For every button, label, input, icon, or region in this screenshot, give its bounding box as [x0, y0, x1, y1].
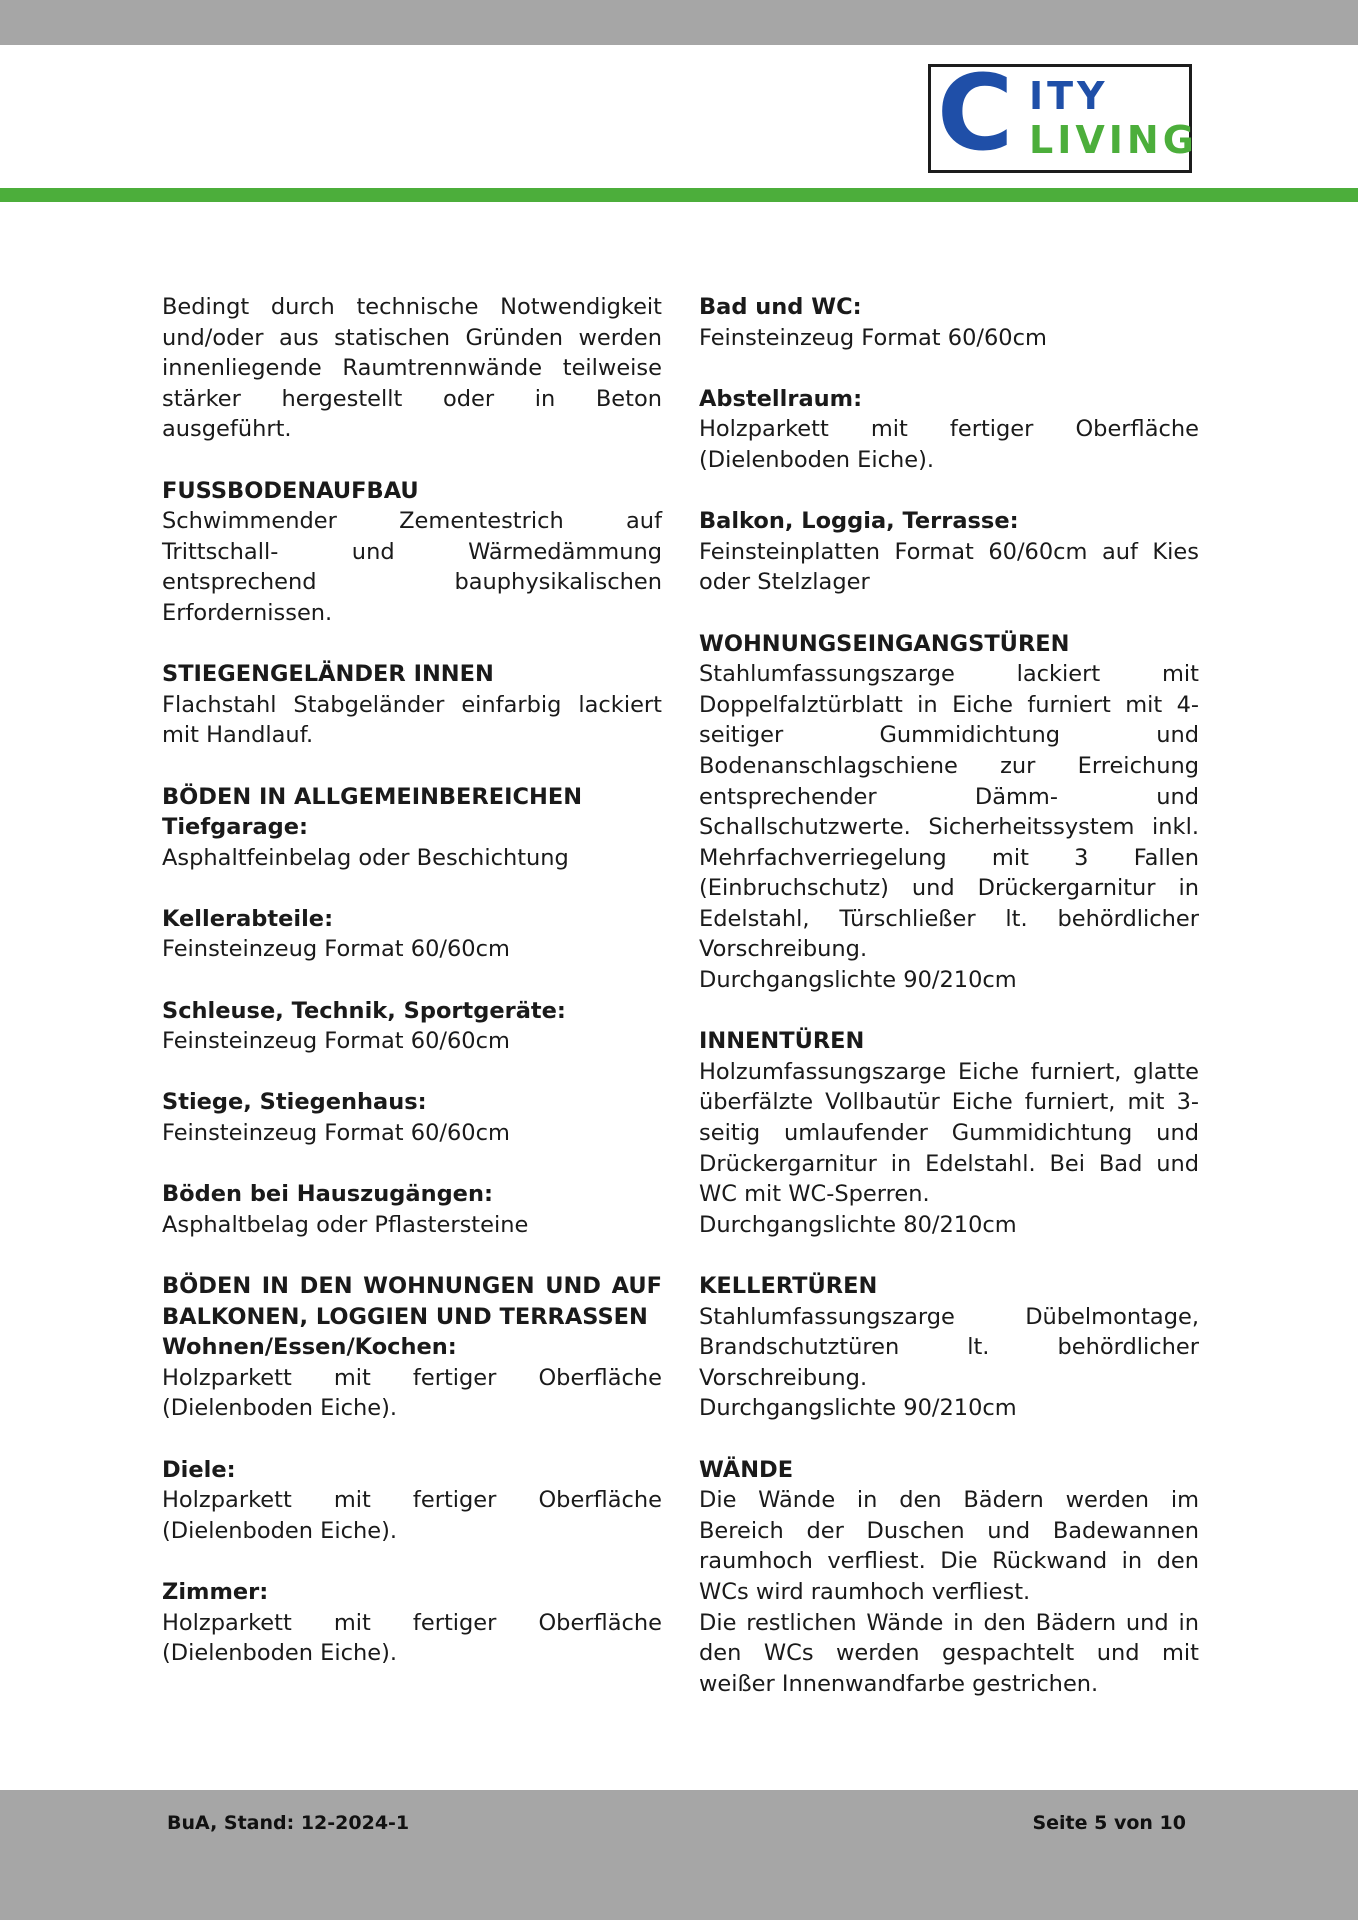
header-band: [0, 0, 1358, 45]
section-heading-innentueren: INNENTÜREN: [699, 1028, 865, 1055]
text-zimmer: Holzparkett mit fertiger Oberfläche (Dielenboden Eiche).: [162, 1609, 662, 1667]
label-zimmer: Zimmer:: [162, 1578, 269, 1605]
section-heading-boeden-wohnungen: BÖDEN IN DEN WOHNUNGEN UND AUF BALKONEN, LOGGIEN UND TERRASSEN: [162, 1273, 662, 1330]
section-text-stiegengelaender: Flachstahl Stabgeländer einfarbig lackiert mit Handlauf.: [162, 691, 662, 749]
footer-band: [0, 1790, 1358, 1920]
label-stiege: Stiege, Stiegenhaus:: [162, 1089, 427, 1116]
text-bad: Feinsteinzeug Format 60/60cm: [699, 324, 1047, 351]
footer-version: BuA, Stand: 12-2024-1: [167, 1812, 410, 1834]
section-heading-stiegengelaender: STIEGENGELÄNDER INNEN: [162, 661, 494, 688]
text-tiefgarage: Asphaltfeinbelag oder Beschichtung: [162, 844, 569, 871]
logo-line-2: LIVING: [1029, 118, 1198, 162]
section-text-waende-2: Die restlichen Wände in den Bädern und in den WCs werden gespachtelt und mit weißer Innenwandfarbe gestrichen.: [699, 1609, 1199, 1697]
section-text-waende-1: Die Wände in den Bädern werden im Bereich der Duschen und Badewannen raumhoch verfliest. Die Rückwand in den WCs wird raumhoch verfliest.: [699, 1487, 1199, 1605]
text-kellerabteile: Feinsteinzeug Format 60/60cm: [162, 936, 510, 963]
text-diele: Holzparkett mit fertiger Oberfläche (Dielenboden Eiche).: [162, 1487, 662, 1544]
section-heading-eingangstueren: WOHNUNGSEINGANGSTÜREN: [699, 630, 1070, 657]
section-heading-kellertueren: KELLERTÜREN: [699, 1273, 878, 1299]
label-hauszugang: Böden bei Hauszugängen:: [162, 1181, 493, 1208]
lichte-innentueren: Durchgangslichte 80/210cm: [699, 1211, 1017, 1238]
section-heading-boeden-allgemein: BÖDEN IN ALLGEMEINBEREICHEN: [162, 783, 583, 810]
section-text-innentueren: Holzumfassungszarge Eiche furniert, glatte überfälzte Vollbautür Eiche furniert, mit 3-seitig umlaufender Gummidichtung und Drückergarnitur in Edelstahl. Bei Bad und WC mit WC-Sperren.: [699, 1058, 1199, 1208]
label-abstellraum: Abstellraum:: [699, 385, 863, 412]
text-hauszugang: Asphaltbelag oder Pflastersteine: [162, 1211, 529, 1238]
label-balkon: Balkon, Loggia, Terrasse:: [699, 508, 1019, 535]
lichte-kellertueren: Durchgangslichte 90/210cm: [699, 1395, 1017, 1422]
section-text-kellertueren: Stahlumfassungszarge Dübelmontage, Brandschutztüren lt. behördlicher Vorschreibung.: [699, 1303, 1199, 1391]
section-heading-waende: WÄNDE: [699, 1456, 794, 1483]
label-kellerabteile: Kellerabteile:: [162, 905, 334, 932]
header-divider: [0, 188, 1358, 202]
section-text-fussboden: Schwimmender Zementestrich auf Trittschall- und Wärmedämmung entsprechend bauphysikalischen Erfordernissen.: [162, 508, 662, 626]
section-heading-fussboden: FUSSBODENAUFBAU: [162, 477, 419, 504]
logo-line-1: ITY: [1029, 74, 1109, 118]
city-living-logo: [928, 52, 1198, 174]
left-column: [162, 292, 662, 1669]
label-schleuse: Schleuse, Technik, Sportgeräte:: [162, 997, 566, 1024]
label-diele: Diele:: [162, 1456, 236, 1483]
logo-letter-c: C: [937, 52, 1014, 174]
text-balkon: Feinsteinplatten Format 60/60cm auf Kies oder Stelzlager: [699, 538, 1199, 596]
page-number: Seite 5 von 10: [1032, 1812, 1186, 1834]
label-wohnen: Wohnen/Essen/Kochen:: [162, 1334, 457, 1361]
text-schleuse: Feinsteinzeug Format 60/60cm: [162, 1028, 510, 1055]
label-tiefgarage: Tiefgarage:: [162, 814, 309, 841]
text-stiege: Feinsteinzeug Format 60/60cm: [162, 1120, 510, 1147]
text-wohnen: Holzparkett mit fertiger Oberfläche (Dielenboden Eiche).: [162, 1364, 662, 1422]
intro-paragraph: Bedingt durch technische Notwendigkeit und/oder aus statischen Gründen werden innenliegende Raumtrennwände teilweise stärker hergestellt oder in Beton ausgeführt.: [162, 294, 662, 443]
label-bad: Bad und WC:: [699, 294, 862, 320]
right-column: [699, 292, 1199, 1699]
section-text-eingangstueren: Stahlumfassungszarge lackiert mit Doppelfalztürblatt in Eiche furniert mit 4-seitiger Gummidichtung und Bodenanschlagschiene zur Erreichung entsprechender Dämm- und Schallschutzwerte. Sicherheitssystem inkl. Mehrfachverriegelung mit 3 Fallen (Einbruchschutz) und Drückergarnitur in Edelstahl, Türschließer lt. behördlicher Vorschreibung.: [699, 661, 1199, 963]
text-abstellraum: Holzparkett mit fertiger Oberfläche (Dielenboden Eiche).: [699, 416, 1199, 473]
lichte-eingangstueren: Durchgangslichte 90/210cm: [699, 967, 1017, 994]
